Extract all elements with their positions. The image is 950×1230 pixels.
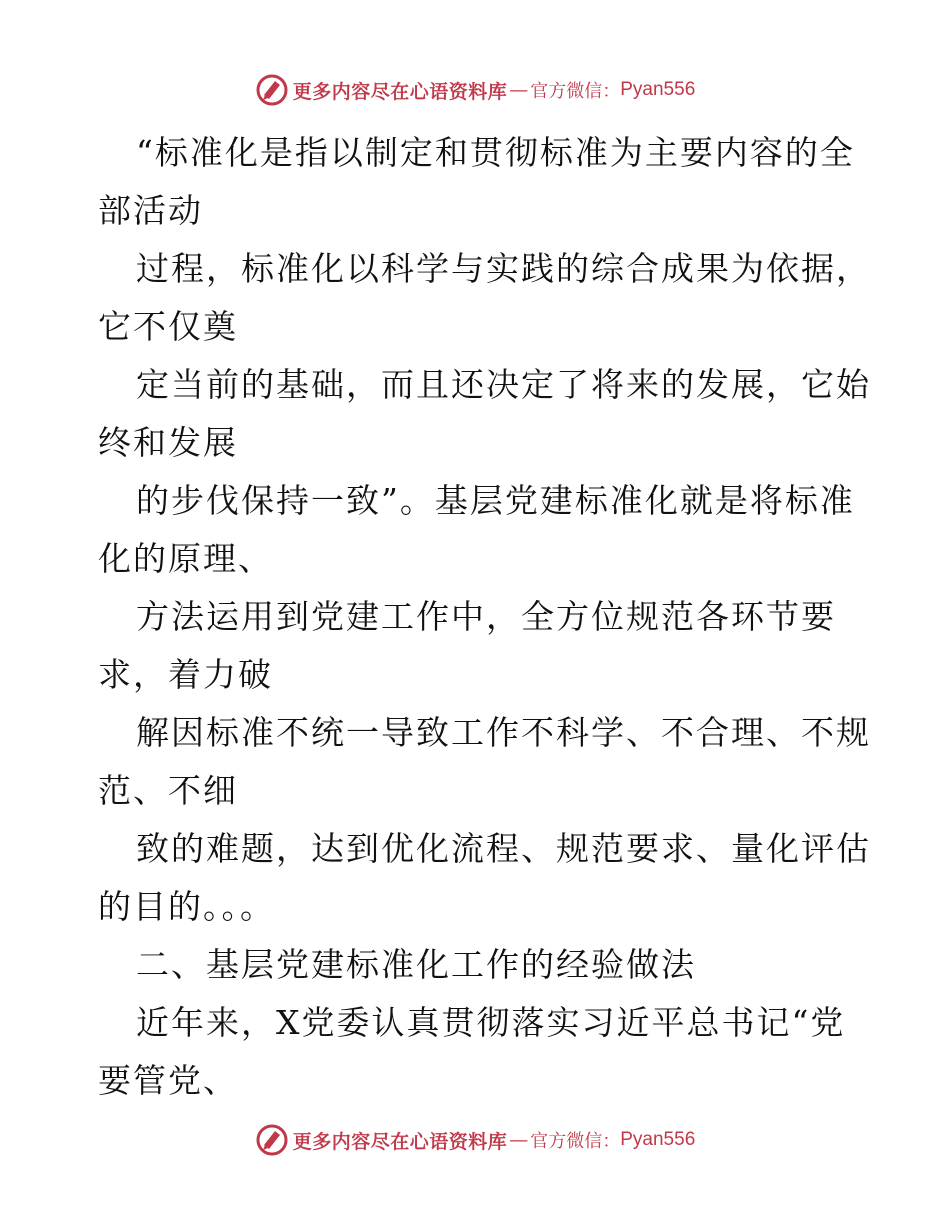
brand-logo-icon [255,1123,289,1157]
text-line: 近年来，X党委认真贯彻落实习近平总书记“党 [136,1003,846,1042]
text-line: 终和发展 [98,423,238,462]
text-line: 的步伐保持一致”。基层党建标准化就是将标准 [136,481,855,520]
text-line: 的目的。。。 [98,887,275,926]
text-line: 要管党、 [98,1061,238,1100]
footer-banner [0,1120,950,1160]
text-line: 求，着力破 [98,655,273,694]
text-line: 它不仅奠 [98,307,238,346]
banner-separator: — [509,79,529,101]
banner-wechat-label: 官方微信： [530,81,621,102]
text-line: 定当前的基础，而且还决定了将来的发展，它始 [136,365,871,404]
brand-logo-icon [255,73,289,107]
text-line: “标准化是指以制定和贯彻标准为主要内容的全 [136,133,855,172]
banner-wechat-id: Pyan556 [620,79,696,100]
text-line: 方法运用到党建工作中，全方位规范各环节要 [136,597,836,636]
text-line: 部活动 [98,191,203,230]
banner-wechat-label: 官方微信： [530,1131,621,1152]
text-line: 解因标准不统一导致工作不科学、不合理、不规 [136,713,871,752]
banner-separator: — [509,1129,529,1151]
document-body [98,124,871,1110]
text-line: 过程，标准化以科学与实践的综合成果为依据， [136,249,871,288]
banner-brand-text: 更多内容尽在心语资料库 [292,80,508,103]
banner-brand-text: 更多内容尽在心语资料库 [292,1130,508,1153]
banner-wechat-id: Pyan556 [620,1129,696,1150]
text-line: 范、不细 [98,771,238,810]
section-heading: 二、基层党建标准化工作的经验做法 [136,945,696,984]
text-line: 化的原理、 [98,539,273,578]
text-line: 致的难题，达到优化流程、规范要求、量化评估 [136,829,871,868]
header-banner [0,70,950,110]
